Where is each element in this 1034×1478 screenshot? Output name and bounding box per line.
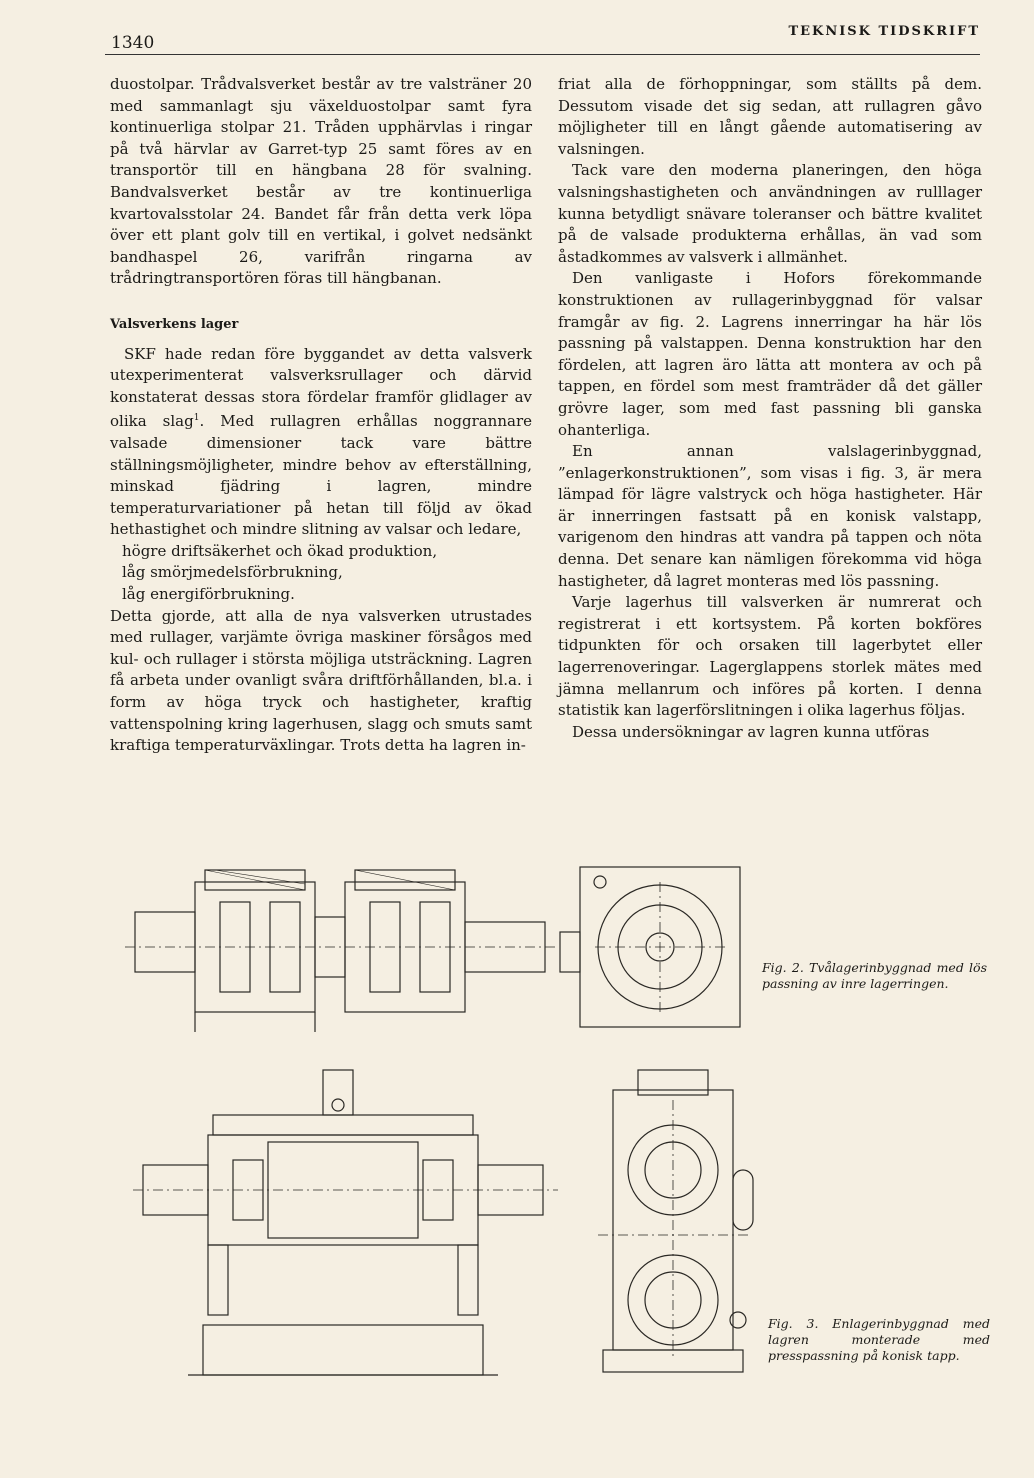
- page-number: 1340: [111, 33, 155, 53]
- journal-title: TEKNISK TIDSKRIFT: [788, 24, 980, 39]
- fig2-caption: Fig. 2. Tvålagerinbyggnad med lös passning av inre lagerringen.: [762, 960, 987, 991]
- left-column: [110, 74, 532, 757]
- fig3-drawing: [118, 1060, 758, 1390]
- list-item: högre driftsäkerhet och ökad produktion,: [122, 541, 438, 560]
- paragraph: En annan valslagerinbyggnad, ”enlagerkonstruktionen”, som visas i fig. 3, är mera lämpad för lägre valstryck och höga hastigheter. Här är innerringen fastsatt på en konisk valstapp, varigenom den hindras att vandra på tappen och nöta denna. Det senare kan nämligen förekomma vid höga hastigheter, då lagret monteras med lös passning.: [558, 442, 982, 590]
- footnote-marker: 1: [193, 413, 200, 424]
- list-item: låg energiförbrukning.: [122, 585, 295, 604]
- paragraph: friat alla de förhoppningar, som ställts på dem. Dessutom visade det sig sedan, att rullagren gåvo möjligheter till en långt gående automatisering av valsningen.: [558, 75, 982, 158]
- paragraph: Den vanligaste i Hofors förekommande konstruktionen av rullagerinbyggnad för valsar framgår av fig. 2. Lagrens innerringar ha här lös passning på valstappen. Denna konstruktion har den fördelen, att lagren äro lätta att montera av och på tappen, en fördel som mest framträder då det gäller grövre lager, som med fast passning bli ganska ohanterliga.: [558, 269, 982, 439]
- paragraph: duostolpar. Trådvalsverket består av tre valsträner 20 med sammanlagt sju växelduostolpar samt fyra kontinuerliga stolpar 21. Tråden upphärvlas i ringar på två härvlar av Garret-typ 25 samt föres av en transportör till en hängbana 28 för svalning. Bandvalsverket består av tre kontinuerliga kvartovalsstolar 24. Bandet får från detta verk löpa över ett plant golv till en vertikal, i golvet nedsänkt bandhaspel 26, varifrån ringarna av trådringtransportören föras till hängbanan.: [110, 75, 532, 288]
- paragraph: Detta gjorde, att alla de nya valsverken utrustades med rullager, varjämte övriga maskiner försågos med kul- och rullager i största möjliga utsträckning. Lagren få arbeta under ovanligt svåra driftförhållanden, bl.a. i form av höga tryck och hastigheter, kraftig vattenspolning kring lagerhusen, slagg och smuts samt kraftiga temperaturväxlingar. Trots detta ha lagren in-: [110, 606, 532, 755]
- paragraph: Dessa undersökningar av lagren kunna utföras: [572, 722, 930, 741]
- fig2-drawing: [110, 862, 750, 1032]
- right-column: [558, 74, 982, 743]
- paragraph: Varje lagerhus till valsverken är numrerat och registrerat i ett kortsystem. På korten bokföres tidpunkten för och orsaken till lagerbytet eller lagerrenoveringar. Lagerglappens storlek mätes med jämna mellanrum och införes på korten. I denna statistik kan lagerförslitningen i olika lagerhus följas.: [558, 593, 982, 720]
- fig3-caption: Fig. 3. Enlagerinbyggnad med lagren monterade med presspassning på konisk tapp.: [768, 1316, 990, 1363]
- header-rule: [105, 54, 980, 55]
- paragraph: Tack vare den moderna planeringen, den höga valsningshastigheten och användningen av rulllager kunna betydligt snävare toleranser och bättre kvalitet på de valsade produkterna erhållas, än vad som åstadkommes av valsverk i allmänhet.: [558, 161, 982, 266]
- paragraph: SKF hade redan före byggandet av detta valsverk utexperimenterat valsverksrullager och därvid konstaterat dessas stora fördelar framför glidlager av olika slag$^1$. Med rullagren erhållas noggrannare valsade dimensioner tack vare bättre ställningsmöjligheter, mindre behov av efterställning, minskad fjädring i lagren, mindre temperaturvariationer på hetan till följd av ökad hethastighet och mindre slitning av valsar och ledare,: [110, 344, 532, 539]
- list-item: låg smörjmedelsförbrukning,: [122, 563, 343, 582]
- section-heading: Valsverkens lager: [110, 316, 239, 332]
